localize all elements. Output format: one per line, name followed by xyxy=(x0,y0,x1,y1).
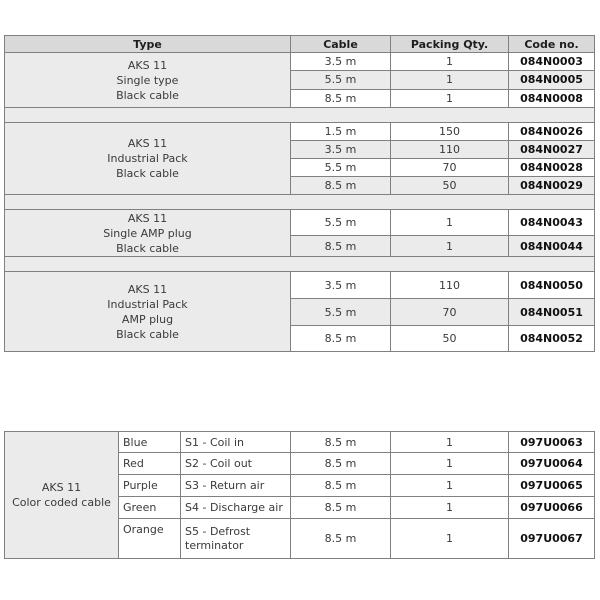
type-cell xyxy=(5,53,291,108)
qty-cell: 1 xyxy=(391,453,509,475)
cable-cell: 8.5 m xyxy=(291,89,391,107)
type-line: AKS 11 xyxy=(127,58,168,72)
code-cell: 097U0064 xyxy=(509,453,595,475)
qty-cell: 110 xyxy=(391,272,509,299)
header-code: Code no. xyxy=(509,36,595,53)
signal-cell: S1 - Coil in xyxy=(181,432,291,453)
type-cell xyxy=(5,123,291,195)
color-cell: Green xyxy=(119,497,181,519)
code-cell: 084N0008 xyxy=(509,89,595,107)
code-cell: 084N0003 xyxy=(509,53,595,71)
code-cell: 084N0028 xyxy=(509,159,595,177)
cable-cell: 8.5 m xyxy=(291,519,391,559)
color-coded-table xyxy=(4,431,595,559)
code-cell: 084N0027 xyxy=(509,141,595,159)
type-cell xyxy=(5,272,291,352)
cable-cell: 1.5 m xyxy=(291,123,391,141)
signal-cell: S3 - Return air xyxy=(181,475,291,497)
cable-cell: 8.5 m xyxy=(291,475,391,497)
type-line: Color coded cable xyxy=(12,496,111,509)
code-cell: 084N0026 xyxy=(509,123,595,141)
type-line: Black cable xyxy=(116,327,179,341)
header-row xyxy=(5,36,595,53)
qty-cell: 1 xyxy=(391,497,509,519)
cable-cell: 5.5 m xyxy=(291,299,391,326)
spacer-cell xyxy=(5,257,595,272)
product-table xyxy=(4,35,595,352)
qty-cell: 110 xyxy=(391,141,509,159)
code-cell: 084N0052 xyxy=(509,326,595,352)
type-cell xyxy=(5,432,119,559)
header-packing: Packing Qty. xyxy=(391,36,509,53)
code-cell: 084N0029 xyxy=(509,177,595,195)
type-line: Single AMP plug xyxy=(103,226,192,240)
type-line: Single type xyxy=(116,73,179,87)
signal-cell: S5 - Defrost terminator xyxy=(181,519,291,559)
qty-cell: 1 xyxy=(391,519,509,559)
color-cell: Blue xyxy=(119,432,181,453)
type-line: Black cable xyxy=(116,167,179,180)
type-cell xyxy=(5,210,291,257)
signal-cell: S2 - Coil out xyxy=(181,453,291,475)
color-cell: Purple xyxy=(119,475,181,497)
qty-cell: 50 xyxy=(391,177,509,195)
cable-cell: 8.5 m xyxy=(291,453,391,475)
cable-cell: 8.5 m xyxy=(291,432,391,453)
type-line: AKS 11 xyxy=(41,481,82,494)
type-line: AMP plug xyxy=(121,312,174,326)
code-cell: 097U0063 xyxy=(509,432,595,453)
color-cell: Red xyxy=(119,453,181,475)
qty-cell: 50 xyxy=(391,326,509,352)
header-type: Type xyxy=(5,36,291,53)
type-line: AKS 11 xyxy=(127,282,168,296)
type-line: AKS 11 xyxy=(127,137,168,150)
qty-cell: 1 xyxy=(391,71,509,89)
qty-cell: 70 xyxy=(391,299,509,326)
qty-cell: 150 xyxy=(391,123,509,141)
code-cell: 084N0051 xyxy=(509,299,595,326)
code-cell: 097U0067 xyxy=(509,519,595,559)
cable-cell: 8.5 m xyxy=(291,326,391,352)
code-cell: 084N0005 xyxy=(509,71,595,89)
qty-cell: 1 xyxy=(391,89,509,107)
type-line: AKS 11 xyxy=(127,211,168,225)
type-line: Industrial Pack xyxy=(107,152,188,165)
code-cell: 084N0044 xyxy=(509,236,595,257)
cable-cell: 3.5 m xyxy=(291,272,391,299)
qty-cell: 1 xyxy=(391,432,509,453)
cable-cell: 8.5 m xyxy=(291,177,391,195)
cable-cell: 5.5 m xyxy=(291,159,391,177)
header-cable: Cable xyxy=(291,36,391,53)
qty-cell: 70 xyxy=(391,159,509,177)
cable-cell: 3.5 m xyxy=(291,141,391,159)
code-cell: 097U0066 xyxy=(509,497,595,519)
spacer-row xyxy=(5,108,595,123)
type-line: Black cable xyxy=(116,241,179,255)
cable-cell: 3.5 m xyxy=(291,53,391,71)
qty-cell: 1 xyxy=(391,210,509,236)
spacer-cell xyxy=(5,195,595,210)
table-row xyxy=(5,432,595,453)
color-cell: Orange xyxy=(119,519,181,559)
cable-cell: 5.5 m xyxy=(291,210,391,236)
cable-cell: 8.5 m xyxy=(291,236,391,257)
code-cell: 084N0050 xyxy=(509,272,595,299)
spacer-row xyxy=(5,195,595,210)
code-cell: 097U0065 xyxy=(509,475,595,497)
qty-cell: 1 xyxy=(391,236,509,257)
spacer-row xyxy=(5,257,595,272)
table-row xyxy=(5,272,595,299)
cable-cell: 5.5 m xyxy=(291,71,391,89)
table-row xyxy=(5,123,595,141)
cable-cell: 8.5 m xyxy=(291,497,391,519)
qty-cell: 1 xyxy=(391,475,509,497)
table-row xyxy=(5,210,595,236)
signal-cell: S4 - Discharge air xyxy=(181,497,291,519)
spacer-cell xyxy=(5,108,595,123)
type-line: Black cable xyxy=(116,88,179,102)
code-cell: 084N0043 xyxy=(509,210,595,236)
table-row xyxy=(5,53,595,71)
type-line: Industrial Pack xyxy=(107,297,188,311)
qty-cell: 1 xyxy=(391,53,509,71)
